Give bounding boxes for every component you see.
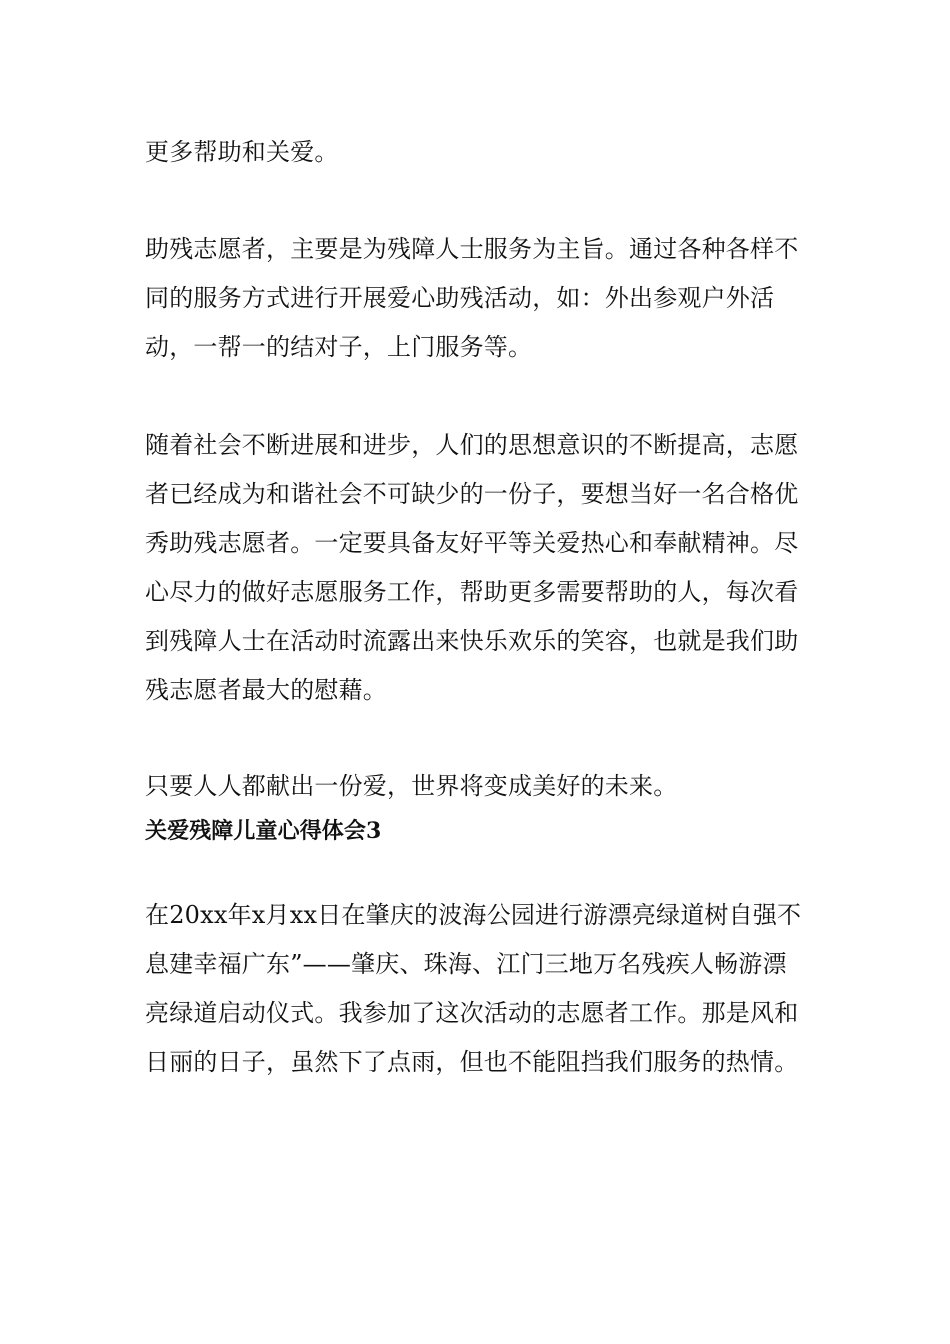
section-heading: 关爱残障儿童心得体会3 xyxy=(145,818,382,844)
paragraph-love-future: 只要人人都献出一份爱，世界将变成美好的未来。 xyxy=(145,772,678,800)
document-body xyxy=(145,128,807,1087)
paragraph-event-description: 在20xx年x月xx日在肇庆的波海公园进行游漂亮绿道树自强不息建幸福广东”——肇庆、珠海、江门三地万名残疾人畅游漂亮绿道启动仪式。我参加了这次活动的志愿者工作。那是风和日丽的日子，虽然下了点雨，但也不能阻挡我们服务的热情。 xyxy=(145,901,802,1076)
paragraph-closing-line: 更多帮助和关爱。 xyxy=(145,138,339,166)
paragraph-volunteer-purpose: 助残志愿者，主要是为残障人士服务为主旨。通过各种各样不同的服务方式进行开展爱心助残活动，如：外出参观户外活动，一帮一的结对子，上门服务等。 xyxy=(145,235,799,361)
paragraph-social-progress: 随着社会不断进展和进步，人们的思想意识的不断提高，志愿者已经成为和谐社会不可缺少的一份子，要想当好一名合格优秀助残志愿者。一定要具备友好平等关爱热心和奉献精神。尽心尽力的做好志愿服务工作，帮助更多需要帮助的人，每次看到残障人士在活动时流露出来快乐欢乐的笑容，也就是我们助残志愿者最大的慰藉。 xyxy=(145,431,799,704)
